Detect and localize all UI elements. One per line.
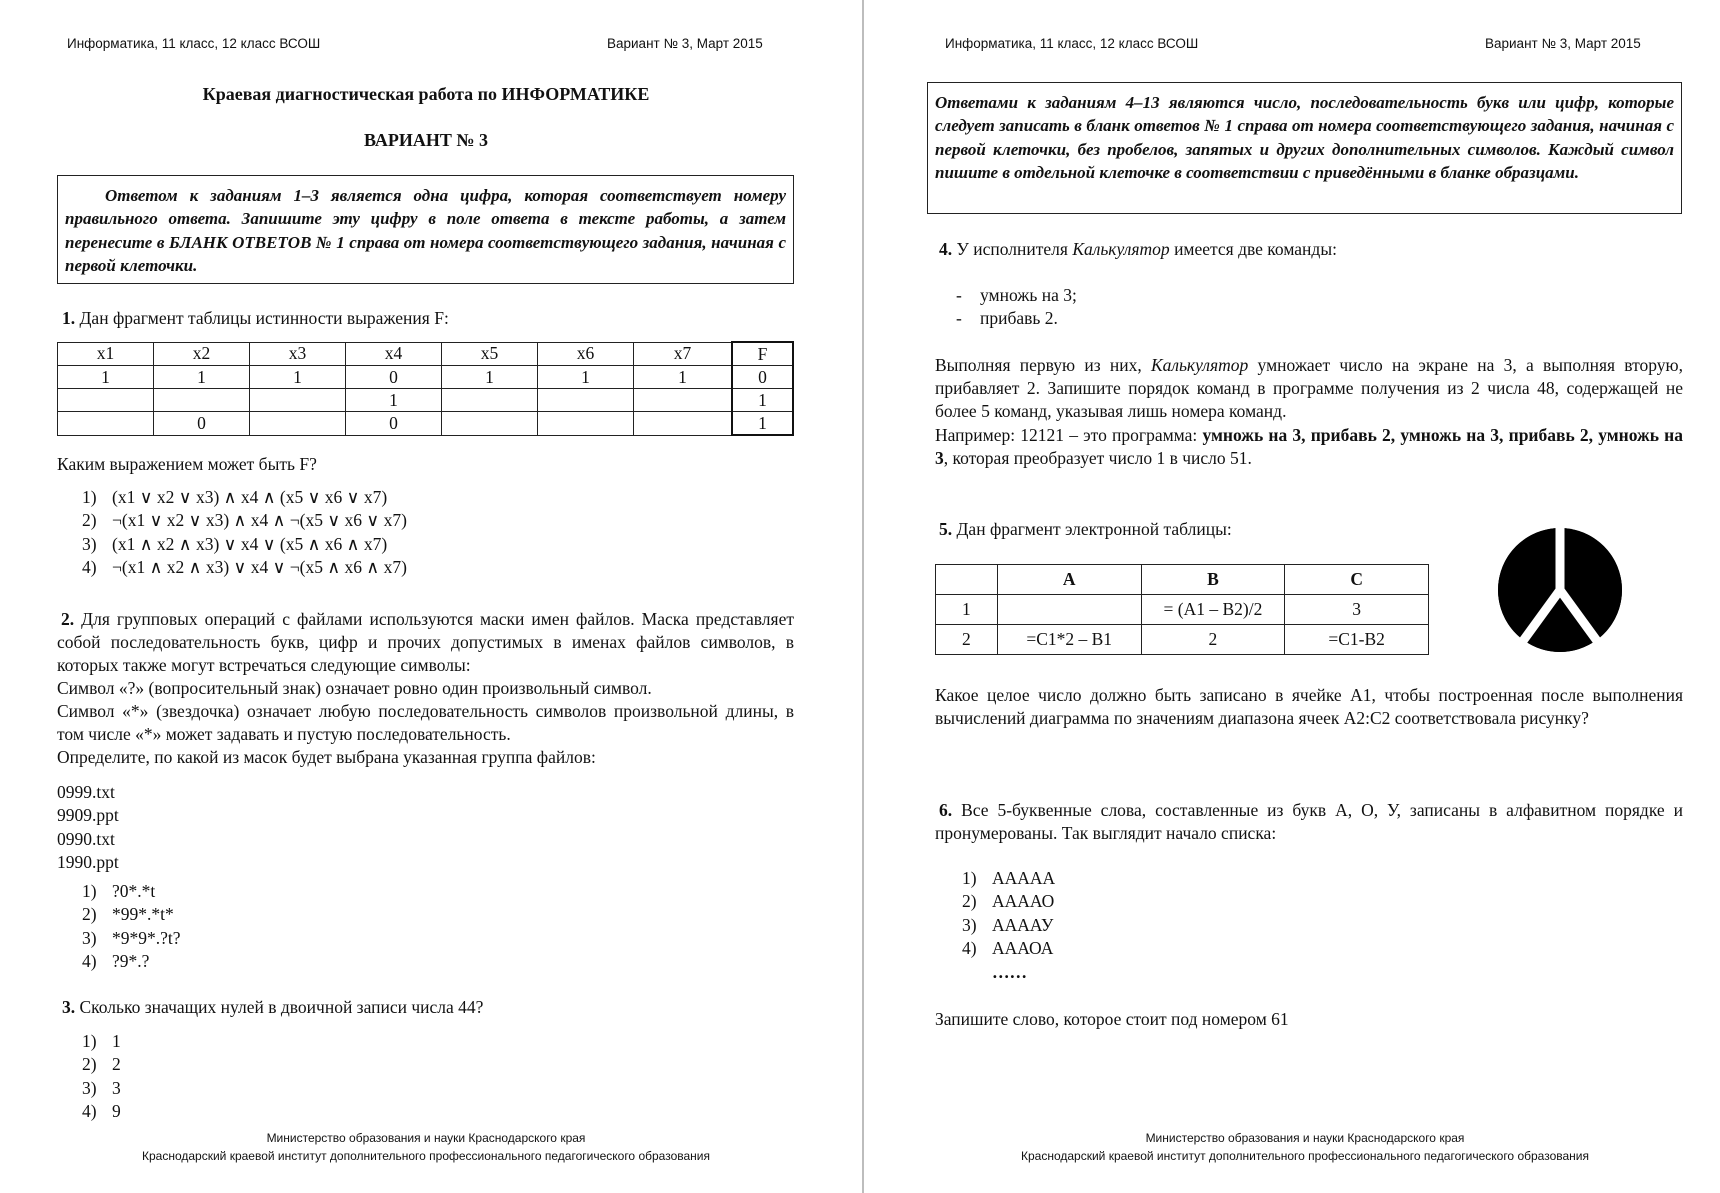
- q3-option: 1) 1: [82, 1031, 121, 1051]
- q2-statement: Для групповых операций с файлами используются маски имен файлов. Маска представляет собой последовательность букв, цифр и прочих допустимых в именах файлов символов, в которых также могут встречаться следующие символы:: [57, 609, 794, 675]
- footer-line-2: Краснодарский краевой институт дополнительного профессионального педагогического образования: [141, 1149, 710, 1163]
- q1-option: 3) (x1 ∧ x2 ∧ x3) ∨ x4 ∨ (x5 ∧ x6 ∧ x7): [82, 533, 388, 554]
- command-item: - умножь на 3;: [956, 285, 1077, 305]
- truth-table-header: [58, 342, 794, 366]
- q2-options: [82, 880, 181, 974]
- row-header: 1: [936, 595, 998, 625]
- truth-header-cell: x4: [346, 342, 442, 366]
- q5-number: 5.: [939, 519, 953, 539]
- q3-option: 3) 3: [82, 1077, 121, 1098]
- cell-b2: 2: [1141, 625, 1285, 655]
- cell-b1: = (A1 – B2)/2: [1141, 595, 1285, 625]
- truth-cell: [442, 412, 538, 436]
- truth-cell: 1: [346, 389, 442, 412]
- truth-cell: [250, 389, 346, 412]
- truth-cell: [442, 389, 538, 412]
- truth-table: [57, 341, 794, 436]
- truth-cell: [538, 389, 634, 412]
- truth-header-cell: x1: [58, 342, 154, 366]
- truth-header-cell: x7: [634, 342, 733, 366]
- column-header-c: C: [1285, 565, 1429, 595]
- q2-text: [57, 608, 794, 677]
- command-item: - прибавь 2.: [956, 308, 1058, 329]
- cell-c2: =C1-B2: [1285, 625, 1429, 655]
- file-name: 9909.ppt: [57, 805, 119, 826]
- q2-task: Определите, по какой из масок будет выбрана указанная группа файлов:: [57, 747, 596, 767]
- cell-c1: 3: [1285, 595, 1429, 625]
- truth-cell: 0: [346, 366, 442, 389]
- pie-chart: [1490, 520, 1630, 660]
- q1-option: 4) ¬(x1 ∧ x2 ∧ x3) ∨ x4 ∨ ¬(x5 ∧ x6 ∧ x7): [82, 557, 407, 578]
- truth-table-row: [58, 389, 794, 412]
- q3-options: [82, 1030, 121, 1124]
- spreadsheet-table: [935, 564, 1429, 655]
- truth-cell: 0: [346, 412, 442, 436]
- truth-table-row: [58, 412, 794, 436]
- executor-name: Калькулятор: [1072, 239, 1170, 259]
- instruction-box: Ответом к заданиям 1–3 является одна цифра, которая соответствует номеру правильного ответа. Запишите эту цифру в поле ответа в тексте работы, а затем перенесите в БЛАНК ОТВЕТОВ № 1 справа от номера соответствующего задания, начиная с первой клеточки.: [57, 175, 794, 284]
- q1-option: 2) ¬(x1 ∨ x2 ∨ x3) ∧ x4 ∧ ¬(x5 ∨ x6 ∨ x7): [82, 510, 407, 531]
- truth-cell: [634, 389, 733, 412]
- q3-text: [62, 996, 483, 1019]
- q3-option: 4) 9: [82, 1101, 121, 1122]
- spreadsheet-row: [936, 625, 1429, 655]
- q4-number: 4.: [939, 239, 953, 259]
- file-name: 0990.txt: [57, 828, 115, 849]
- q2-symbol-question: Символ «?» (вопросительный знак) означает ровно один произвольный символ.: [57, 678, 652, 698]
- truth-cell-f: 1: [732, 412, 793, 436]
- q2-option: 4) ?9*.?: [82, 951, 150, 972]
- q2-symbol-star: Символ «*» (звездочка) означает любую последовательность символов произвольной длины, в том числе «*» может задавать и пустую последовательность.: [57, 701, 794, 744]
- truth-cell: [154, 389, 250, 412]
- truth-header-cell: x3: [250, 342, 346, 366]
- truth-cell: 1: [154, 366, 250, 389]
- q4-example: Например: 12121 – это программа: умножь на 3, прибавь 2, умножь на 3, прибавь 2, умножь на 3, которая преобразует число 1 в число 51.: [935, 425, 1684, 468]
- truth-cell: 1: [634, 366, 733, 389]
- word-item: 2) ААААО: [962, 891, 1055, 912]
- q6-words: [962, 867, 1055, 984]
- q1-option: 1) (x1 ∨ x2 ∨ x3) ∧ x4 ∧ (x5 ∨ x6 ∨ x7): [82, 487, 388, 507]
- header-left: Информатика, 11 класс, 12 класс ВСОШ: [945, 36, 1199, 51]
- word-item: 1) ААААА: [962, 868, 1056, 888]
- q6-statement: Все 5-буквенные слова, составленные из букв А, О, У, записаны в алфавитном порядке и пронумерованы. Так выглядит начало списка:: [935, 800, 1683, 843]
- truth-table-row: [58, 366, 794, 389]
- column-header-b: B: [1141, 565, 1285, 595]
- truth-header-cell: x2: [154, 342, 250, 366]
- column-header-a: A: [997, 565, 1141, 595]
- page-right: [866, 0, 1720, 1193]
- q3-number: 3.: [62, 997, 76, 1017]
- q4-commands: [956, 284, 1077, 331]
- q2-number: 2.: [61, 609, 75, 629]
- q6-number: 6.: [939, 800, 953, 820]
- row-header: 2: [936, 625, 998, 655]
- truth-cell: 1: [58, 366, 154, 389]
- truth-cell: 0: [154, 412, 250, 436]
- header-left: Информатика, 11 класс, 12 класс ВСОШ: [67, 36, 321, 51]
- q1-question: Каким выражением может быть F?: [57, 454, 317, 474]
- word-ellipsis: ……: [992, 961, 1027, 982]
- cell-a2: =C1*2 – B1: [997, 625, 1141, 655]
- truth-header-cell-f: F: [732, 342, 793, 366]
- word-item: 4) АААОА: [962, 938, 1054, 959]
- truth-cell: [58, 389, 154, 412]
- q5-text: [939, 518, 1232, 541]
- q4-description: Выполняя первую из них, Калькулятор умножает число на экране на 3, а выполняя вторую, прибавляет 2. Запишите порядок команд в программе получения из 2 числа 48, содержащей не более 5 команд, указывая лишь номера команд.: [935, 355, 1683, 421]
- q1-options: [82, 486, 407, 580]
- truth-cell-f: 0: [732, 366, 793, 389]
- q6-text: [935, 799, 1683, 845]
- word-item: 3) ААААУ: [962, 914, 1054, 935]
- variant-title: ВАРИАНТ № 3: [364, 130, 488, 150]
- truth-cell: [634, 412, 733, 436]
- q6-task: Запишите слово, которое стоит под номером 61: [935, 1009, 1289, 1029]
- page-divider: [862, 0, 864, 1193]
- spreadsheet-corner-cell: [936, 565, 998, 595]
- q3-statement: Сколько значащих нулей в двоичной записи числа 44?: [79, 997, 484, 1017]
- truth-cell: [250, 412, 346, 436]
- truth-cell: 1: [442, 366, 538, 389]
- q1-text: [62, 307, 802, 330]
- footer-line-1: Министерство образования и науки Краснодарского края: [266, 1131, 586, 1145]
- q2-option: 2) *99*.*t*: [82, 904, 174, 925]
- file-name: 1990.ppt: [57, 852, 119, 873]
- truth-cell-f: 1: [732, 389, 793, 412]
- truth-header-cell: x5: [442, 342, 538, 366]
- q1-statement: Дан фрагмент таблицы истинности выражения F:: [79, 308, 449, 328]
- q2-option: 1) ?0*.*t: [82, 881, 156, 901]
- q1-number: 1.: [62, 308, 76, 328]
- truth-cell: [58, 412, 154, 436]
- instruction-box: Ответами к заданиям 4–13 являются число, последовательность букв или цифр, которые следует записать в бланк ответов № 1 справа от номера соответствующего задания, начиная с первой клеточки, без пробелов, запятых и других дополнительных символов. Каждый символ пишите в отдельной клеточке в соответствии с приведёнными в бланке образцами.: [927, 82, 1682, 214]
- doc-title: Краевая диагностическая работа по ИНФОРМАТИКЕ: [202, 84, 650, 104]
- file-name: 0999.txt: [57, 782, 115, 802]
- q3-option: 2) 2: [82, 1054, 121, 1075]
- header-right: Вариант № 3, Март 2015: [607, 36, 763, 51]
- spreadsheet-row: [936, 595, 1429, 625]
- footer-line-2: Краснодарский краевой институт дополнительного профессионального педагогического образования: [1020, 1149, 1589, 1163]
- q5-statement: Дан фрагмент электронной таблицы:: [956, 519, 1232, 539]
- q4-text: 4. У исполнителя Калькулятор имеется две команды:: [939, 239, 1337, 259]
- header-right: Вариант № 3, Март 2015: [1485, 36, 1641, 51]
- q2-option: 3) *9*9*.?t?: [82, 927, 181, 948]
- truth-cell: 1: [538, 366, 634, 389]
- spreadsheet-header-row: [936, 565, 1429, 595]
- truth-cell: [538, 412, 634, 436]
- truth-header-cell: x6: [538, 342, 634, 366]
- cell-a1: [997, 595, 1141, 625]
- truth-cell: 1: [250, 366, 346, 389]
- footer-line-1: Министерство образования и науки Краснодарского края: [1145, 1131, 1465, 1145]
- q5-question: Какое целое число должно быть записано в ячейке A1, чтобы построенная после выполнения вычислений диаграмма по значениям диапазона ячеек A2:C2 соответствовала рисунку?: [935, 685, 1683, 728]
- q2-files: [57, 781, 119, 875]
